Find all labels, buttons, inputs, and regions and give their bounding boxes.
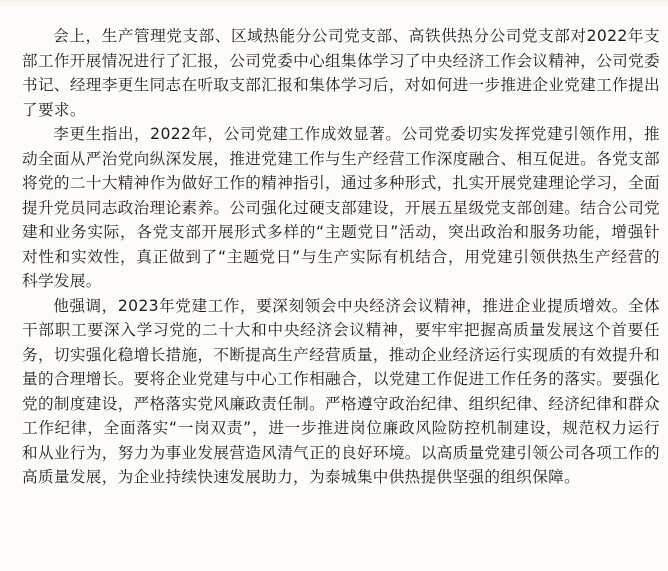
- article-paragraph-2022-achievements: 李更生指出，2022年，公司党建工作成效显著。公司党委切实发挥党建引领作用，推动全面从严治党向纵深发展，推进党建工作与生产经营工作深度融合、相互促进。各党支部将党的二十大精神作为做好工作的精神指引，通过多种形式，扎实开展党建理论学习，全面提升党员同志政治理论素养。公司强化过硬支部建设，开展五星级党支部创建。结合公司党建和业务实际，各党支部开展形式多样的“主题党日”活动，突出政治和服务功能，增强针对性和实效性，真正做到了“主题党日”与生产实际有机结合，用党建引领供热生产经营的科学发展。: [22, 125, 660, 290]
- article-body: [22, 24, 660, 490]
- article-paragraph-meeting-report: 会上，生产管理党支部、区域热能分公司党支部、高铁供热分公司党支部对2022年支部工作开展情况进行了汇报，公司党委中心组集体学习了中央经济工作会议精神，公司党委书记、经理李更生同志在听取支部汇报和集体学习后，对如何进一步推进企业党建工作提出了要求。: [22, 27, 660, 119]
- article-paragraph-2023-requirements: 他强调，2023年党建工作，要深刻领会中央经济会议精神，推进企业提质增效。全体干部职工要深入学习党的二十大和中央经济会议精神，要牢牢把握高质量发展这个首要任务，切实强化稳增长措施，不断提高生产经营质量，推动企业经济运行实现质的有效提升和量的合理增长。要将企业党建与中心工作相融合，以党建工作促进工作任务的落实。要强化党的制度建设，严格落实党风廉政责任制。严格遵守政治纪律、组织纪律、经济纪律和群众工作纪律，全面落实“一岗双责”，进一步推进岗位廉政风险防控机制建设，规范权力运行和从业行为，努力为事业发展营造风清气正的良好环境。以高质量党建引领公司各项工作的高质量发展，为企业持续快速发展助力，为泰城集中供热提供坚强的组织保障。: [22, 296, 660, 486]
- page-top-edge: [0, 0, 668, 8]
